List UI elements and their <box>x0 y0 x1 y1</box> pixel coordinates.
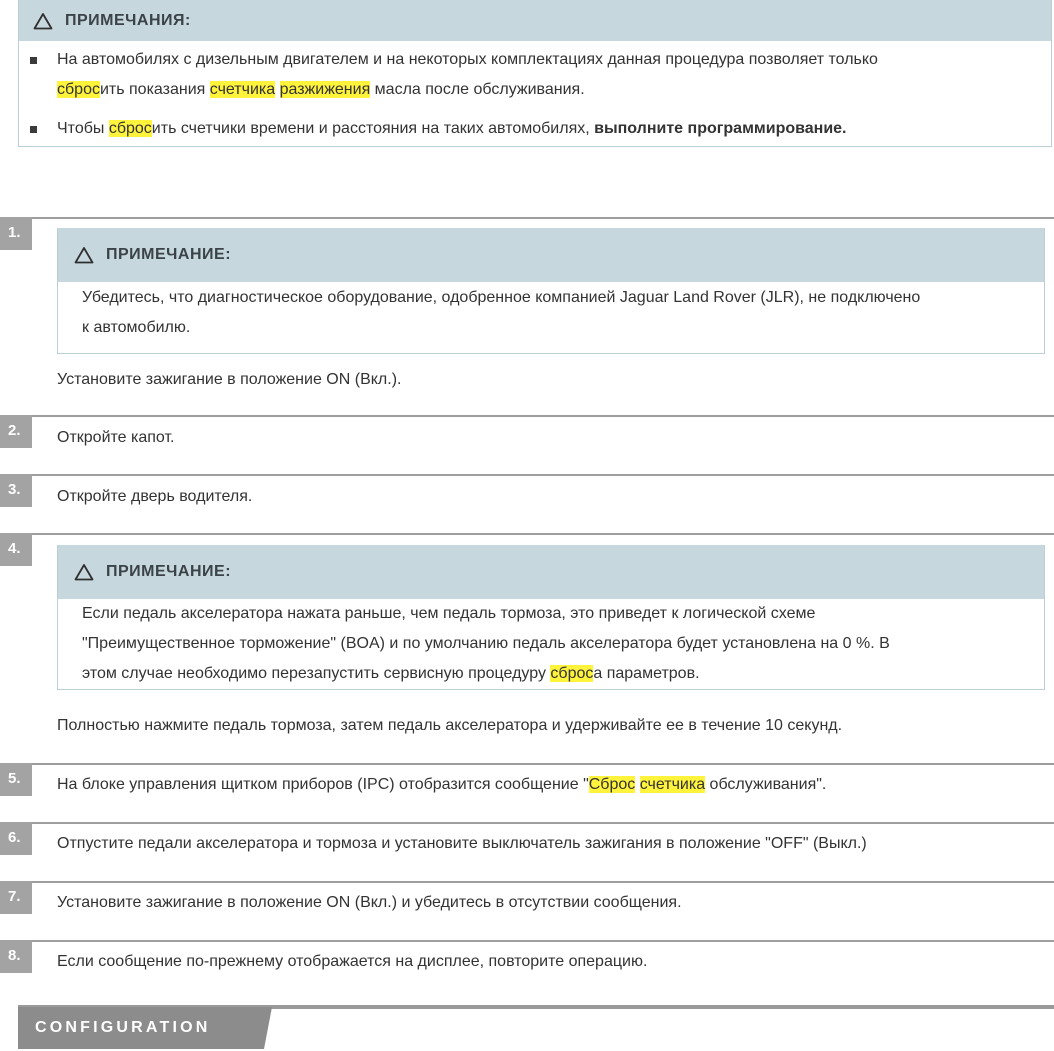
step-text: Установите зажигание в положение ON (Вкл.) и убедитесь в отсутствии сообщения. <box>57 894 682 911</box>
step-note-line <box>82 659 1022 689</box>
list-item <box>57 114 1017 144</box>
warning-triangle-icon <box>33 12 53 30</box>
highlight-term: счетчика <box>639 776 706 793</box>
step-divider <box>0 940 1054 942</box>
step-note-line: к автомобилю. <box>82 319 191 336</box>
note-text: ить показания <box>99 81 210 98</box>
note-text: масла после обслуживания. <box>370 81 585 98</box>
step-note-title: ПРИМЕЧАНИЕ: <box>106 563 232 580</box>
step-note-header <box>58 545 1044 599</box>
step-note <box>57 545 1045 690</box>
step-text: Установите зажигание в положение ON (Вкл.). <box>57 371 402 388</box>
warning-triangle-icon <box>74 246 94 264</box>
step-number-badge: 1. <box>0 217 32 250</box>
notes-header <box>19 0 1051 41</box>
step-text: Отпустите педали акселератора и тормоза и установите выключатель зажигания в положение "OFF" (Выкл.) <box>57 835 867 852</box>
bullet-icon <box>30 126 37 133</box>
step-number-badge: 3. <box>0 474 32 507</box>
step-note-line: Если педаль акселератора нажата раньше, чем педаль тормоза, это приведет к логической схеме <box>82 605 816 622</box>
highlight-term: Сброс <box>588 776 636 793</box>
step-note <box>57 228 1045 354</box>
step-note-line: Убедитесь, что диагностическое оборудование, одобренное компанией Jaguar Land Rover (JLR), не подключено <box>82 289 921 306</box>
note-text <box>275 81 279 98</box>
step-number-badge: 2. <box>0 415 32 448</box>
step-note-body <box>58 599 1044 689</box>
step-number-badge: 8. <box>0 940 32 973</box>
step-text-part: На блоке управления щитком приборов (IPC) отобразится сообщение " <box>57 776 589 793</box>
note-line: На автомобилях с дизельным двигателем и на некоторых комплектациях данная процедура позволяет только <box>57 51 878 68</box>
programming-link-text[interactable]: выполните программирование. <box>594 120 847 137</box>
section-banner <box>18 1007 272 1049</box>
step-text: Откройте дверь водителя. <box>57 488 253 505</box>
highlight-term: разжижения <box>279 81 371 98</box>
step-text: Полностью нажмите педаль тормоза, затем педаль акселератора и удерживайте ее в течение 10 секунд. <box>57 717 843 734</box>
step-divider <box>0 881 1054 883</box>
step-note-title: ПРИМЕЧАНИЕ: <box>106 246 232 263</box>
notes-box <box>18 0 1052 147</box>
step-divider <box>0 217 1054 219</box>
step-text: Если сообщение по-прежнему отображается на дисплее, повторите операцию. <box>57 953 648 970</box>
section-title: CONFIGURATION <box>35 1019 211 1036</box>
note-text: этом случае необходимо перезапустить сервисную процедуру <box>82 665 551 682</box>
highlight-term: сброс <box>550 665 594 682</box>
step-note-body <box>58 282 1044 343</box>
bullet-icon <box>30 57 37 64</box>
step-number-badge: 4. <box>0 533 32 566</box>
note-text: а параметров. <box>593 665 700 682</box>
step-text <box>57 770 826 800</box>
step-divider <box>0 763 1054 765</box>
step-number-badge: 5. <box>0 763 32 796</box>
list-item <box>57 45 1017 105</box>
warning-triangle-icon <box>74 563 94 581</box>
highlight-term: сброс <box>57 81 100 98</box>
step-note-header <box>58 228 1044 282</box>
note-text: ить счетчики времени и расстояния на таких автомобилях, <box>151 120 595 137</box>
step-divider <box>0 533 1054 535</box>
step-number-badge: 7. <box>0 881 32 914</box>
step-divider <box>0 474 1054 476</box>
step-note-line: "Преимущественное торможение" (BOA) и по умолчанию педаль акселератора будет установлена на 0 %. В <box>82 635 890 652</box>
highlight-term: сброс <box>108 120 152 137</box>
step-divider <box>0 415 1054 417</box>
step-text: Откройте капот. <box>57 429 175 446</box>
notes-title: ПРИМЕЧАНИЯ: <box>65 11 191 29</box>
highlight-term: счетчика <box>209 81 276 98</box>
step-number-badge: 6. <box>0 822 32 855</box>
step-text-part: обслуживания". <box>705 776 827 793</box>
step-divider <box>0 822 1054 824</box>
note-text: Чтобы <box>57 120 109 137</box>
